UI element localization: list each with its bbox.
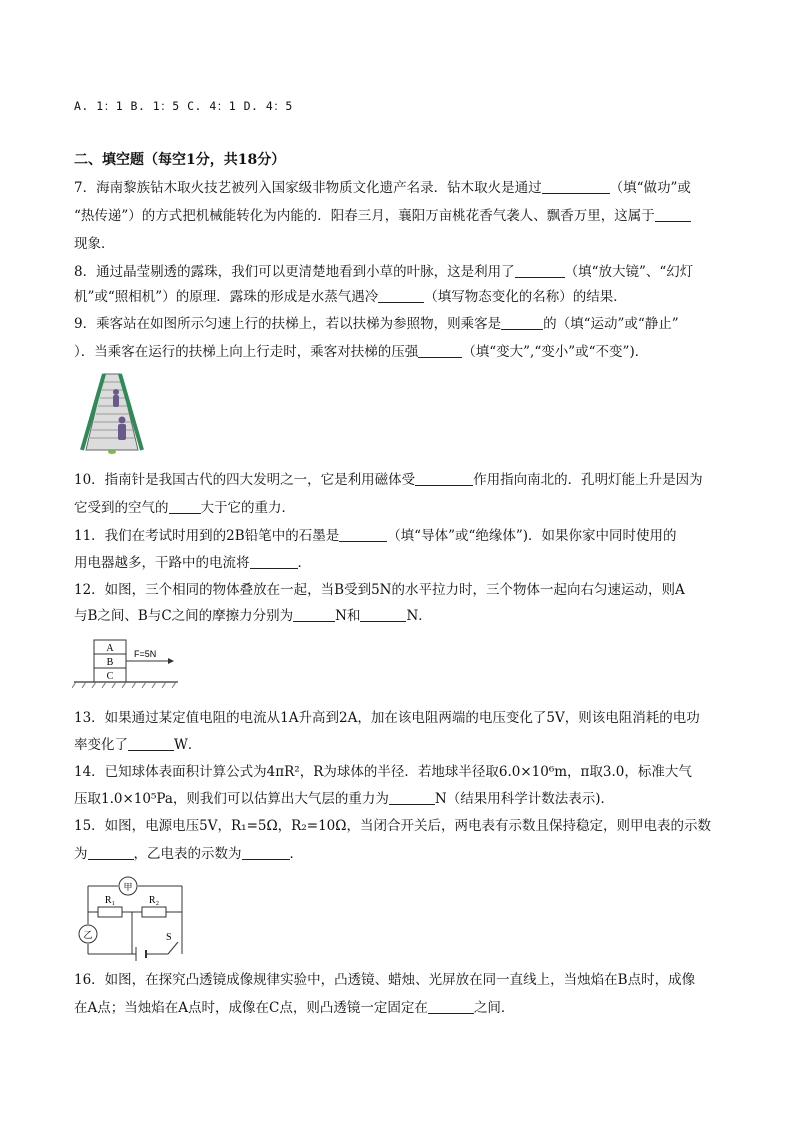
block-b-label: B (106, 657, 114, 668)
q8-text-2b: （填写物态变化的名称）的结果． (424, 289, 627, 305)
q16-blank-1[interactable] (428, 999, 474, 1014)
q11-blank-2[interactable] (250, 554, 298, 569)
q10-text-1b: 作用指向南北的．孔明灯能上升是因为 (473, 472, 703, 488)
q13-line1: 13．如果通过某定值电阻的电流从1A升高到2A，加在该电阻两端的电压变化了5V，则该电阻消耗的电功 (74, 710, 700, 726)
q14-line2 (74, 789, 614, 809)
q7-text-1b: （填“做功”或 (609, 180, 691, 196)
q15-blank-2[interactable] (242, 845, 290, 860)
q12-line2 (74, 606, 432, 626)
q13-line2 (74, 735, 201, 755)
resistor-r2 (142, 907, 166, 917)
q14-text-2a: 压取1.0×10⁵Pa，则我们可以估算出大气层的重力为 (74, 791, 389, 807)
resistor-r2-label: R₂ (148, 895, 160, 906)
floor-marker (108, 450, 116, 454)
q8-line1 (74, 262, 693, 282)
q11-text-2a: 用电器越多，干路中的电流将 (74, 555, 250, 571)
q15-text-2c: ． (289, 846, 303, 862)
q8-blank-1[interactable] (515, 263, 565, 278)
q12-line1: 12．如图，三个相同的物体叠放在一起，当B受到5N的水平拉力时，三个物体一起向右匀速运动，则A (74, 582, 685, 598)
q7-text-1a: 7．海南黎族钻木取火技艺被列入国家级非物质文化遗产名录．钻木取火是通过 (74, 180, 542, 196)
q10-text-2b: 大于它的重力． (200, 500, 295, 516)
q12-text-2c: N． (406, 608, 432, 624)
q8-text-1b: （填“放大镜”、“幻灯 (564, 264, 694, 280)
q9-text-1b: 的（填“运动”或“静止” (543, 316, 679, 332)
q11-text-1a: 11．我们在考试时用到的2B铅笔中的石墨是 (74, 528, 340, 544)
q9-text-1a: 9．乘客站在如图所示匀速上行的扶梯上，若以扶梯为参照物，则乘客是 (74, 316, 502, 332)
q12-blank-1[interactable] (293, 607, 335, 622)
circuit-wires (88, 886, 182, 954)
switch-label: S (166, 932, 172, 943)
q16-text-2b: 之间． (473, 1000, 515, 1016)
q14-blank-1[interactable] (389, 790, 435, 805)
q15-text-2b: ，乙电表的示数为 (133, 846, 242, 862)
q10-text-1a: 10．指南针是我国古代的四大发明之一，它是利用磁体受 (74, 472, 416, 488)
q11-line1 (74, 526, 677, 546)
q9-text-2b: （填“变大”,“变小”或“不变”)． (462, 344, 649, 360)
q10-blank-2[interactable] (169, 499, 201, 514)
q14-line1: 14．已知球体表面积计算公式为4πR²，R为球体的半径．若地球半径取6.0×10⁶m，π取3.0，标准大气 (74, 764, 692, 780)
q7-line1 (74, 178, 691, 198)
q15-blank-1[interactable] (88, 845, 134, 860)
block-c-label: C (106, 671, 114, 682)
q7-blank-1[interactable] (542, 179, 610, 194)
q15-line1: 15．如图，电源电压5V，R₁=5Ω，R₂=10Ω，当闭合开关后，两电表有示数且保持稳定，则甲电表的示数 (74, 818, 711, 834)
meter-jia-label: 甲 (123, 882, 133, 892)
q11-line2 (74, 553, 311, 573)
escalator-figure (76, 370, 148, 456)
q11-text-2b: ． (297, 555, 311, 571)
ground-hatching (72, 682, 176, 688)
q16-text-2a: 在A点；当烛焰在A点时，成像在C点，则凸透镜一定固定在 (74, 1000, 428, 1016)
q7-blank-2[interactable] (655, 207, 691, 222)
q9-blank-2[interactable] (418, 343, 462, 358)
q7-line3: 现象． (74, 236, 115, 252)
q15-text-2a: 为 (74, 846, 88, 862)
q13-blank-1[interactable] (128, 736, 174, 751)
resistor-r1-label: R₁ (104, 895, 116, 906)
circuit-figure (72, 872, 196, 962)
q6-options: A. 1：1 B. 1：5 C. 4：1 D. 4：5 (74, 99, 293, 113)
q8-line2 (74, 287, 627, 307)
q9-line2 (74, 342, 648, 362)
q13-text-2a: 率变化了 (74, 737, 128, 753)
q8-blank-2[interactable] (378, 288, 424, 303)
q9-blank-1[interactable] (501, 315, 543, 330)
q16-line2 (74, 998, 514, 1018)
q10-text-2a: 它受到的空气的 (74, 500, 169, 516)
q8-text-1a: 8．通过晶莹剔透的露珠，我们可以更清楚地看到小草的叶脉，这是利用了 (74, 264, 515, 280)
q14-text-2b: N（结果用科学计数法表示)． (434, 791, 614, 807)
force-arrow-head (168, 658, 174, 664)
q9-line1 (74, 314, 679, 334)
force-label: F=5N (134, 649, 157, 659)
q12-blank-2[interactable] (360, 607, 406, 622)
meter-yi-label: 乙 (83, 930, 93, 940)
q7-line2 (74, 206, 691, 226)
q11-blank-1[interactable] (339, 527, 387, 542)
q10-line1 (74, 470, 703, 490)
resistor-r1 (98, 907, 122, 917)
q10-line2 (74, 498, 295, 518)
q10-blank-1[interactable] (415, 471, 473, 486)
q8-text-2a: 机”或“照相机”）的原理．露珠的形成是水蒸气遇冷 (74, 289, 379, 305)
q13-text-2b: W． (174, 737, 202, 753)
battery-icon (136, 947, 146, 961)
q9-text-2a: ）．当乘客在运行的扶梯上向上行走时，乘客对扶梯的压强 (74, 344, 419, 360)
q16-line1: 16．如图，在探究凸透镜成像规律实验中，凸透镜、蜡烛、光屏放在同一直线上，当烛焰在B点时，成像 (74, 972, 696, 988)
q11-text-1b: （填“导体”或“绝缘体”)．如果你家中同时使用的 (387, 528, 677, 544)
section-title: 二、填空题（每空1分，共18分） (74, 152, 286, 168)
stacked-blocks-figure (72, 636, 182, 698)
q12-text-2b: N和 (335, 608, 361, 624)
q7-text-2a: “热传递”）的方式把机械能转化为内能的．阳春三月，襄阳万亩桃花香气袭人、飘香万里，这属于 (74, 208, 655, 224)
q12-text-2a: 与B之间、B与C之间的摩擦力分别为 (74, 608, 294, 624)
block-a-label: A (106, 643, 114, 654)
q15-line2 (74, 844, 303, 864)
